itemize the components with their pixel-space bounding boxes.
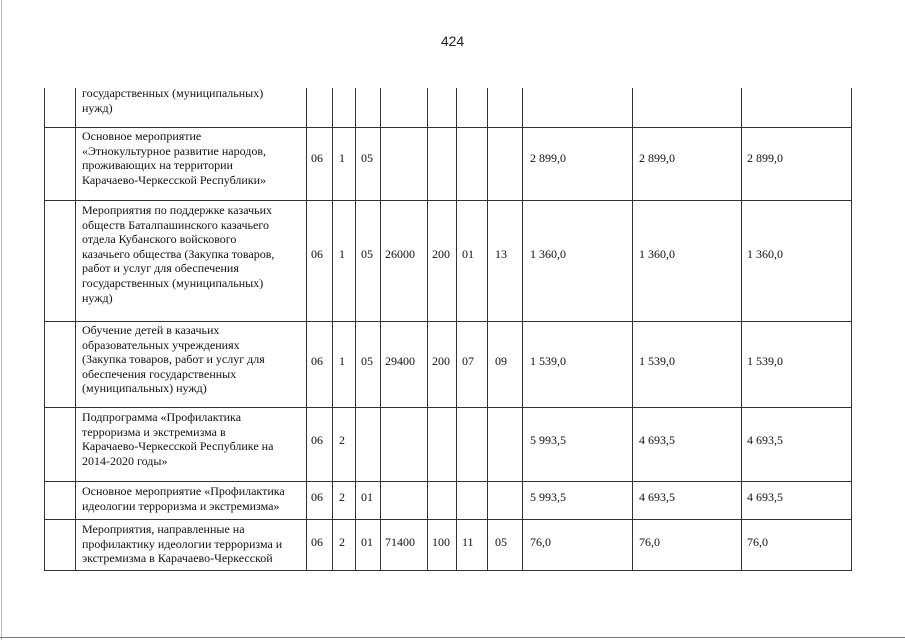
cell-sum-3: 76,0 xyxy=(747,535,768,549)
cell-sum-3: 4 693,5 xyxy=(747,490,783,504)
cell-vr: 200 xyxy=(432,354,450,368)
cell-pr: 05 xyxy=(495,535,507,549)
cell-sum-1: 1 360,0 xyxy=(530,247,566,261)
table-row-name: Основное мероприятие «Этнокультурное развитие народов, проживающих на территории Карачаево-Черкесской Республики» xyxy=(82,129,267,187)
cell-gp: 06 xyxy=(311,433,323,447)
cell-gp: 06 xyxy=(311,354,323,368)
cell-gp: 06 xyxy=(311,490,323,504)
cell-sum-2: 76,0 xyxy=(639,535,660,549)
table-column-rule xyxy=(306,88,307,571)
table-column-rule xyxy=(522,88,523,571)
cell-sum-2: 2 899,0 xyxy=(639,151,675,165)
table-row-name: Основное мероприятие «Профилактика идеологии терроризма и экстремизма» xyxy=(82,484,285,513)
cell-sum-1: 5 993,5 xyxy=(530,490,566,504)
cell-code: 29400 xyxy=(385,354,415,368)
cell-sum-1: 2 899,0 xyxy=(530,151,566,165)
table-row-name: Подпрограмма «Профилактика терроризма и экстремизма в Карачаево-Черкесской Республике на 2014-2020 годы» xyxy=(82,410,274,468)
table-row-name: Мероприятия по поддержке казачьих обществ Баталпашинского казачьего отдела Кубанского войскового казачьего общества (Закупка товаров, работ и услуг для обеспечения государственных (муниципальных) нужд) xyxy=(82,203,275,305)
cell-gp: 06 xyxy=(311,247,323,261)
cell-gp: 06 xyxy=(311,535,323,549)
table-column-rule xyxy=(487,88,488,571)
cell-sum-1: 1 539,0 xyxy=(530,354,566,368)
cell-om: 01 xyxy=(361,490,373,504)
cell-pp: 1 xyxy=(339,354,345,368)
cell-om: 05 xyxy=(361,354,373,368)
cell-pp: 2 xyxy=(339,433,345,447)
table-rule xyxy=(44,127,851,128)
table-column-rule xyxy=(456,88,457,571)
table-row-name: государственных (муниципальных) нужд) xyxy=(82,86,264,115)
cell-vr: 200 xyxy=(432,247,450,261)
cell-gp: 06 xyxy=(311,151,323,165)
cell-sum-2: 1 360,0 xyxy=(639,247,675,261)
table-column-rule xyxy=(75,88,76,571)
cell-code: 26000 xyxy=(385,247,415,261)
page-number: 424 xyxy=(440,33,465,49)
table-column-rule xyxy=(632,88,633,571)
table-column-rule xyxy=(741,88,742,571)
cell-om: 01 xyxy=(361,535,373,549)
table-row-name: Обучение детей в казачьих образовательных учреждениях (Закупка товаров, работ и услуг для обеспечения государственных (муниципальных) нужд) xyxy=(82,323,265,396)
table-column-rule xyxy=(332,88,333,571)
cell-sum-2: 4 693,5 xyxy=(639,490,675,504)
cell-sum-1: 76,0 xyxy=(530,535,551,549)
cell-vr: 100 xyxy=(432,535,450,549)
cell-sum-3: 2 899,0 xyxy=(747,151,783,165)
cell-om: 05 xyxy=(361,247,373,261)
cell-sum-2: 4 693,5 xyxy=(639,433,675,447)
cell-pp: 2 xyxy=(339,535,345,549)
cell-rz: 11 xyxy=(462,535,474,549)
cell-pp: 1 xyxy=(339,151,345,165)
table-rule xyxy=(44,321,851,322)
table-column-rule xyxy=(380,88,381,571)
cell-sum-2: 1 539,0 xyxy=(639,354,675,368)
cell-om: 05 xyxy=(361,151,373,165)
table-column-rule xyxy=(355,88,356,571)
table-rule xyxy=(44,481,851,482)
page-bottom-edge xyxy=(0,637,905,638)
cell-sum-3: 1 539,0 xyxy=(747,354,783,368)
cell-rz: 07 xyxy=(462,354,474,368)
table-column-rule xyxy=(427,88,428,571)
cell-pr: 13 xyxy=(495,247,507,261)
cell-pp: 2 xyxy=(339,490,345,504)
table-rule xyxy=(44,570,851,571)
table-rule xyxy=(44,407,851,408)
cell-rz: 01 xyxy=(462,247,474,261)
cell-code: 71400 xyxy=(385,535,415,549)
table-rule xyxy=(44,519,851,520)
cell-sum-3: 4 693,5 xyxy=(747,433,783,447)
cell-sum-1: 5 993,5 xyxy=(530,433,566,447)
cell-pp: 1 xyxy=(339,247,345,261)
table-rule xyxy=(44,200,851,201)
cell-sum-3: 1 360,0 xyxy=(747,247,783,261)
table-column-rule xyxy=(44,88,45,571)
table-column-rule xyxy=(851,88,852,571)
page-left-edge xyxy=(1,0,2,640)
table-row-name: Мероприятия, направленные на профилактику идеологии терроризма и экстремизма в Карачаево-Черкесской xyxy=(82,522,283,566)
cell-pr: 09 xyxy=(495,354,507,368)
